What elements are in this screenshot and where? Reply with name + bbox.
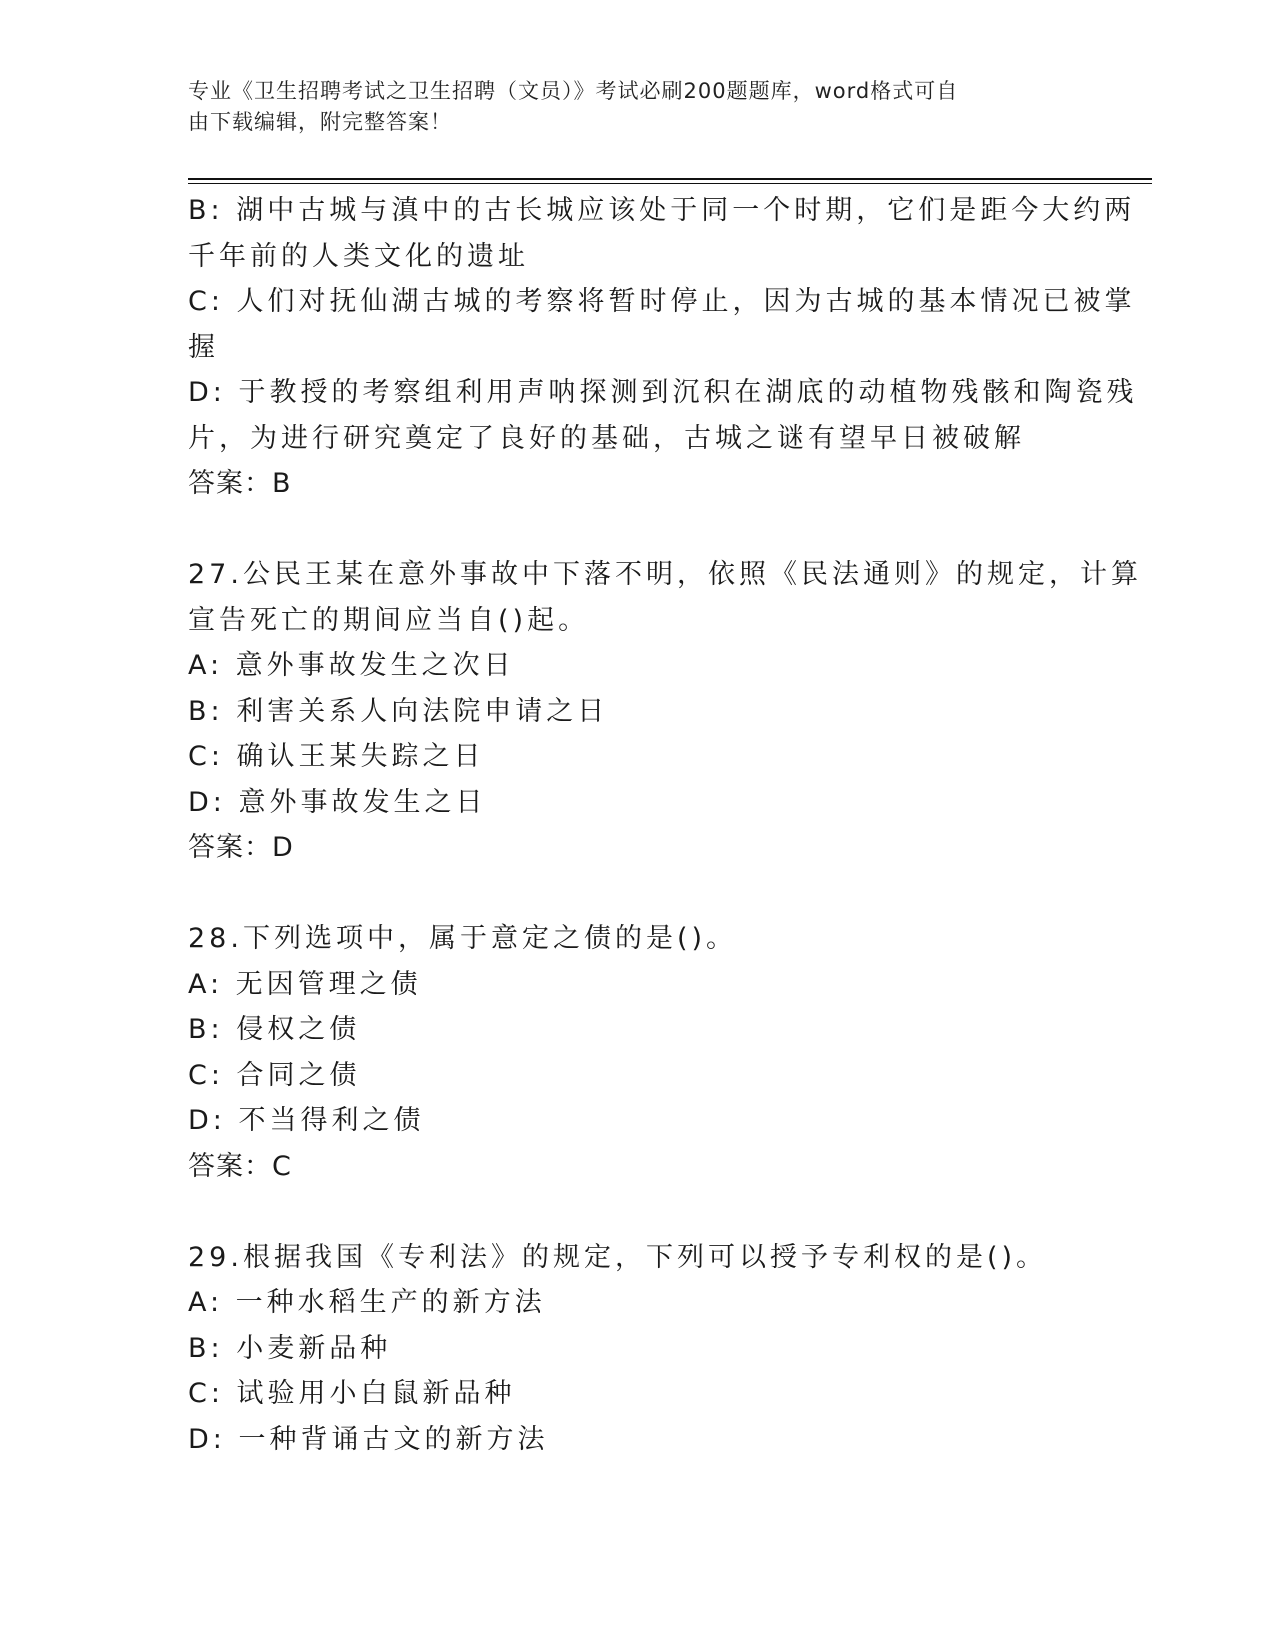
spacer <box>188 1189 1088 1235</box>
option-c-line: 握 <box>188 331 219 363</box>
question-stem: 27.公民王某在意外事故中下落不明，依照《民法通则》的规定，计算 <box>188 559 1142 590</box>
question-stem: 宣告死亡的期间应当自()起。 <box>188 604 590 636</box>
option-d: D: 一种背诵古文的新方法 <box>188 1423 549 1455</box>
header-divider-thick <box>188 178 1152 180</box>
option-d: D: 意外事故发生之日 <box>188 786 487 818</box>
option-b: B: 侵权之债 <box>188 1014 361 1045</box>
option-b: B: 利害关系人向法院申请之日 <box>188 695 609 727</box>
document-body <box>188 188 1142 1462</box>
option-c-line: C: 人们对抚仙湖古城的考察将暂时停止，因为古城的基本情况已被掌 <box>188 286 1136 317</box>
header-line-1: 专业《卫生招聘考试之卫生招聘（文员）》考试必刷200题题库，word格式可自 <box>188 79 959 103</box>
option-c: C: 确认王某失踪之日 <box>188 741 485 772</box>
question-29 <box>188 1235 1088 1463</box>
answer-line: 答案：B <box>188 468 292 499</box>
option-b-line: B: 湖中古城与滇中的古长城应该处于同一个时期，它们是距今大约两 <box>188 195 1136 226</box>
question-stem: 28.下列选项中，属于意定之债的是()。 <box>188 923 738 954</box>
option-a: A: 意外事故发生之次日 <box>188 650 515 681</box>
document-header <box>188 76 1068 138</box>
header-divider-thin <box>188 183 1152 184</box>
option-a: A: 一种水稻生产的新方法 <box>188 1287 546 1318</box>
option-d: D: 不当得利之债 <box>188 1105 425 1136</box>
question-28 <box>188 916 1088 1189</box>
header-line-2: 由下载编辑，附完整答案！ <box>188 110 452 134</box>
option-b: B: 小麦新品种 <box>188 1332 392 1364</box>
answer-line: 答案：C <box>188 1150 292 1182</box>
question-26-tail <box>188 188 1138 507</box>
option-b-line: 千年前的人类文化的遗址 <box>188 240 529 272</box>
option-d-line: 片，为进行研究奠定了良好的基础，古城之谜有望早日被破解 <box>188 422 1025 454</box>
option-c: C: 合同之债 <box>188 1059 361 1091</box>
question-stem: 29.根据我国《专利法》的规定，下列可以授予专利权的是()。 <box>188 1241 1048 1273</box>
option-c: C: 试验用小白鼠新品种 <box>188 1378 516 1409</box>
option-d-line: D: 于教授的考察组利用声呐探测到沉积在湖底的动植物残骸和陶瓷残 <box>188 377 1138 408</box>
option-a: A: 无因管理之债 <box>188 968 422 1000</box>
question-27 <box>188 552 1142 871</box>
answer-line: 答案：D <box>188 832 294 863</box>
spacer <box>188 871 1088 917</box>
spacer <box>188 507 1088 553</box>
